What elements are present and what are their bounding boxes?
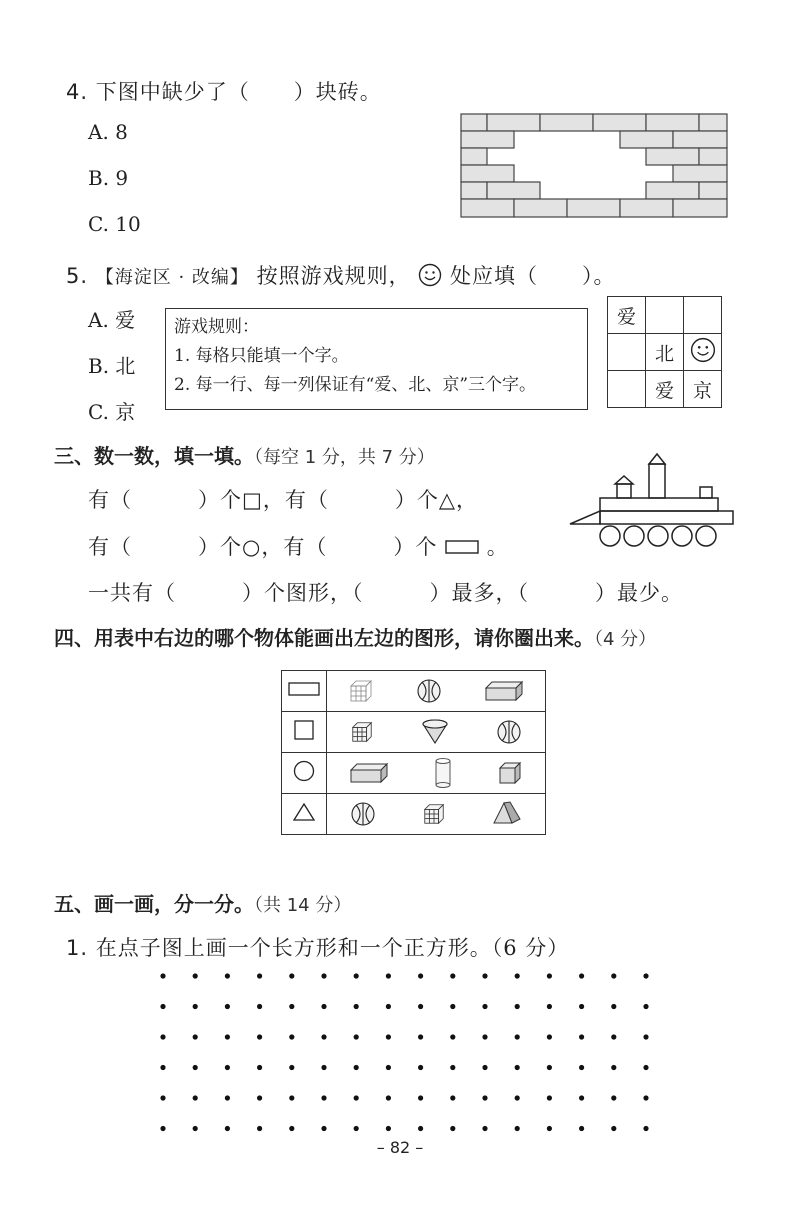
- grid-dot[interactable]: [418, 1065, 423, 1070]
- grid-cell: 爱: [646, 371, 684, 408]
- grid-dot[interactable]: [450, 973, 455, 978]
- sec5-q1-number: 1.: [66, 936, 89, 960]
- grid-cell: [646, 297, 684, 334]
- game-grid: [607, 296, 722, 408]
- q4-text: 下图中缺少了（ ）块砖。: [95, 80, 382, 104]
- grid-dot[interactable]: [515, 1126, 520, 1131]
- grid-dot[interactable]: [515, 973, 520, 978]
- grid-dot[interactable]: [289, 1034, 294, 1039]
- section-4-title: 四、用表中右边的哪个物体能画出左边的图形，请你圈出来。: [54, 626, 594, 650]
- brick-wall-figure: [460, 113, 730, 220]
- q5-source-tag: 【海淀区 · 改编】: [95, 267, 249, 288]
- table-row: [282, 671, 546, 712]
- grid-cell: 爱: [608, 297, 646, 334]
- grid-dot[interactable]: [289, 1065, 294, 1070]
- ball-icon[interactable]: [350, 801, 376, 827]
- grid-dot[interactable]: [160, 1095, 165, 1100]
- sec3-line-2-text: 有（ ）个○，有（ ）个: [88, 535, 438, 559]
- cone-icon[interactable]: [421, 719, 449, 745]
- grid-dot[interactable]: [643, 1065, 648, 1070]
- grid-cell: [608, 371, 646, 408]
- grid-dot[interactable]: [418, 973, 423, 978]
- sec5-q1-title: [66, 932, 569, 962]
- grid-dot[interactable]: [193, 1004, 198, 1009]
- train-figure: [568, 452, 738, 552]
- grid-dot[interactable]: [515, 1034, 520, 1039]
- grid-dot[interactable]: [193, 1126, 198, 1131]
- grid-dot[interactable]: [257, 1126, 262, 1131]
- grid-dot[interactable]: [193, 1095, 198, 1100]
- grid-dot[interactable]: [418, 1004, 423, 1009]
- cuboid-icon[interactable]: [349, 762, 389, 784]
- grid-dot[interactable]: [579, 1004, 584, 1009]
- sec3-line-1: 有（ ）个□，有（ ）个△，: [88, 488, 478, 512]
- grid-cell-smiley: [684, 334, 722, 371]
- rules-title: 游戏规则：: [174, 317, 259, 337]
- sec5-q1-text: 在点子图上画一个长方形和一个正方形。（6 分）: [95, 936, 570, 960]
- triangular-prism-icon[interactable]: [492, 801, 522, 827]
- q4-number: 4.: [66, 80, 89, 104]
- grid-dot[interactable]: [160, 1034, 165, 1039]
- cube-icon[interactable]: [497, 760, 523, 786]
- section-4-points: （4 分）: [594, 629, 657, 650]
- grid-cell: 北: [646, 334, 684, 371]
- q4-title: [66, 76, 382, 106]
- grid-dot[interactable]: [643, 1034, 648, 1039]
- grid-dot[interactable]: [611, 1065, 616, 1070]
- grid-dot[interactable]: [386, 973, 391, 978]
- smiley-icon: [690, 337, 716, 363]
- grid-dot[interactable]: [482, 1034, 487, 1039]
- section-5-heading: [54, 888, 351, 917]
- grid-dot[interactable]: [225, 1126, 230, 1131]
- grid-dot[interactable]: [160, 973, 165, 978]
- q5-title: [66, 260, 615, 290]
- grid-dot[interactable]: [289, 1095, 294, 1100]
- grid-dot[interactable]: [289, 1126, 294, 1131]
- grid-dot[interactable]: [482, 1004, 487, 1009]
- grid-dot[interactable]: [257, 1065, 262, 1070]
- q4-option-a[interactable]: A. 8: [88, 120, 128, 144]
- grid-cell: [684, 297, 722, 334]
- cube-stack-icon[interactable]: [350, 720, 374, 744]
- row-shape-triangle: [282, 794, 327, 835]
- grid-dot[interactable]: [386, 1065, 391, 1070]
- table-row: [282, 794, 546, 835]
- grid-dot[interactable]: [386, 1126, 391, 1131]
- ball-icon[interactable]: [496, 719, 522, 745]
- cube-stack-icon[interactable]: [348, 678, 374, 704]
- grid-dot[interactable]: [225, 1095, 230, 1100]
- grid-dot[interactable]: [515, 1095, 520, 1100]
- section-4-heading: [54, 622, 656, 651]
- grid-cell: [608, 334, 646, 371]
- section-3-heading: [54, 440, 435, 469]
- grid-dot[interactable]: [643, 973, 648, 978]
- dot-grid[interactable]: [150, 966, 670, 1132]
- q5-text-after: 处应填（ ）。: [449, 264, 616, 288]
- grid-dot[interactable]: [611, 1126, 616, 1131]
- row-shape-rectangle: [282, 671, 327, 712]
- q4-option-c[interactable]: C. 10: [88, 212, 141, 236]
- grid-dot[interactable]: [579, 973, 584, 978]
- section-3-title: 三、数一数，填一填。: [54, 444, 254, 468]
- grid-dot[interactable]: [579, 1126, 584, 1131]
- grid-dot[interactable]: [354, 1095, 359, 1100]
- grid-dot[interactable]: [515, 1004, 520, 1009]
- grid-cell: 京: [684, 371, 722, 408]
- grid-dot[interactable]: [289, 1004, 294, 1009]
- q5-number: 5.: [66, 264, 89, 288]
- grid-dot[interactable]: [386, 1004, 391, 1009]
- q5-option-c[interactable]: C. 京: [88, 400, 136, 424]
- grid-dot[interactable]: [643, 1095, 648, 1100]
- grid-dot[interactable]: [321, 1126, 326, 1131]
- grid-dot[interactable]: [321, 1034, 326, 1039]
- grid-dot[interactable]: [225, 973, 230, 978]
- q5-option-b[interactable]: B. 北: [88, 354, 136, 378]
- q5-text-before: 按照游戏规则，: [256, 264, 411, 288]
- grid-dot[interactable]: [160, 1126, 165, 1131]
- game-rules-box: [165, 308, 588, 410]
- q4-option-b[interactable]: B. 9: [88, 166, 129, 190]
- grid-dot[interactable]: [579, 1034, 584, 1039]
- sec3-line-3: 一共有（ ）个图形，（ ）最多，（ ）最少。: [88, 581, 683, 605]
- grid-dot[interactable]: [354, 1004, 359, 1009]
- grid-dot[interactable]: [450, 1095, 455, 1100]
- grid-dot[interactable]: [225, 1065, 230, 1070]
- grid-dot[interactable]: [321, 1065, 326, 1070]
- grid-dot[interactable]: [418, 1126, 423, 1131]
- grid-dot[interactable]: [257, 1004, 262, 1009]
- row-shape-square: [282, 712, 327, 753]
- grid-dot[interactable]: [547, 1065, 552, 1070]
- q5-option-a[interactable]: A. 爱: [88, 308, 136, 332]
- grid-dot[interactable]: [257, 973, 262, 978]
- grid-dot[interactable]: [482, 1095, 487, 1100]
- rectangle-symbol-icon: [445, 539, 479, 555]
- grid-dot[interactable]: [482, 1126, 487, 1131]
- grid-dot[interactable]: [611, 973, 616, 978]
- grid-dot[interactable]: [450, 1004, 455, 1009]
- grid-dot[interactable]: [611, 1004, 616, 1009]
- grid-dot[interactable]: [257, 1034, 262, 1039]
- grid-dot[interactable]: [450, 1034, 455, 1039]
- grid-dot[interactable]: [611, 1095, 616, 1100]
- grid-dot[interactable]: [225, 1034, 230, 1039]
- section-5-points: （共 14 分）: [254, 895, 352, 916]
- grid-dot[interactable]: [321, 1095, 326, 1100]
- grid-dot[interactable]: [193, 973, 198, 978]
- grid-dot[interactable]: [289, 973, 294, 978]
- sec3-line-2: [88, 531, 509, 561]
- grid-dot[interactable]: [482, 973, 487, 978]
- grid-dot[interactable]: [354, 1034, 359, 1039]
- sec3-line-2-end: 。: [486, 535, 509, 559]
- page-number: – 82 –: [376, 1138, 424, 1157]
- grid-dot[interactable]: [418, 1034, 423, 1039]
- grid-dot[interactable]: [611, 1034, 616, 1039]
- grid-dot[interactable]: [160, 1065, 165, 1070]
- smiley-icon: [418, 263, 442, 287]
- grid-dot[interactable]: [193, 1034, 198, 1039]
- grid-dot[interactable]: [482, 1065, 487, 1070]
- grid-dot[interactable]: [579, 1095, 584, 1100]
- grid-dot[interactable]: [193, 1065, 198, 1070]
- shape-object-table: [281, 670, 546, 835]
- grid-dot[interactable]: [547, 1034, 552, 1039]
- grid-dot[interactable]: [160, 1004, 165, 1009]
- grid-dot[interactable]: [515, 1065, 520, 1070]
- grid-dot[interactable]: [547, 973, 552, 978]
- rule-item: 2. 每一行、每一列保证有“爱、北、京”三个字。: [174, 375, 537, 395]
- rule-item: 1. 每格只能填一个字。: [174, 346, 349, 366]
- grid-dot[interactable]: [547, 1126, 552, 1131]
- row-shape-circle: [282, 753, 327, 794]
- circle-shape-icon: [293, 760, 315, 782]
- table-row: [282, 712, 546, 753]
- grid-dot[interactable]: [579, 1065, 584, 1070]
- triangle-shape-icon: [292, 802, 316, 822]
- grid-dot[interactable]: [225, 1004, 230, 1009]
- section-3-points: （每空 1 分，共 7 分）: [254, 447, 435, 468]
- grid-dot[interactable]: [354, 1065, 359, 1070]
- grid-dot[interactable]: [386, 1095, 391, 1100]
- grid-dot[interactable]: [547, 1095, 552, 1100]
- grid-dot[interactable]: [386, 1034, 391, 1039]
- grid-dot[interactable]: [354, 1126, 359, 1131]
- section-5-title: 五、画一画，分一分。: [54, 892, 254, 916]
- grid-dot[interactable]: [547, 1004, 552, 1009]
- grid-dot[interactable]: [643, 1004, 648, 1009]
- cuboid-icon[interactable]: [484, 680, 524, 702]
- grid-dot[interactable]: [643, 1126, 648, 1131]
- grid-dot[interactable]: [450, 1126, 455, 1131]
- table-row: [282, 753, 546, 794]
- ball-icon[interactable]: [416, 678, 442, 704]
- square-shape-icon: [294, 720, 314, 740]
- grid-dot[interactable]: [321, 1004, 326, 1009]
- grid-dot[interactable]: [257, 1095, 262, 1100]
- grid-dot[interactable]: [354, 973, 359, 978]
- grid-dot[interactable]: [321, 973, 326, 978]
- cube-stack-icon[interactable]: [422, 802, 446, 826]
- rectangle-shape-icon: [288, 681, 320, 697]
- cylinder-icon[interactable]: [434, 757, 452, 789]
- grid-dot[interactable]: [418, 1095, 423, 1100]
- grid-dot[interactable]: [450, 1065, 455, 1070]
